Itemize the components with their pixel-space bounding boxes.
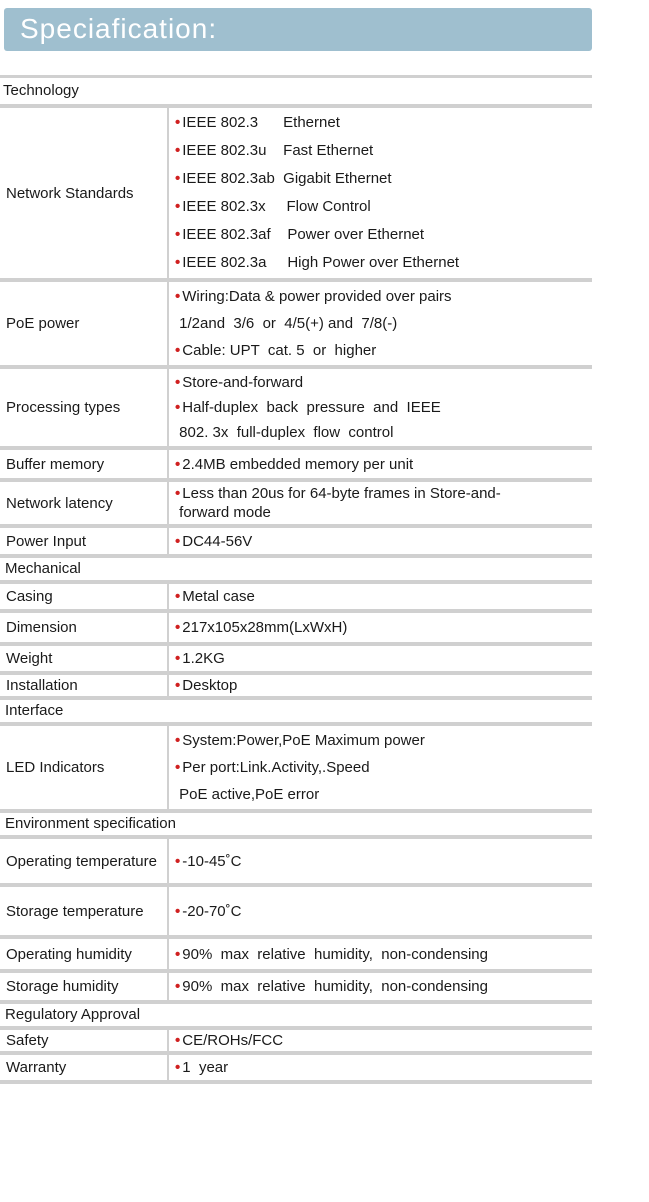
spec-label: Warranty — [0, 1055, 169, 1080]
spec-value — [169, 450, 592, 478]
spec-line-text: Cable: UPT cat. 5 or higher — [182, 342, 377, 359]
spec-label: Storage temperature — [0, 887, 169, 935]
spec-row — [0, 646, 592, 675]
spec-row — [0, 482, 592, 528]
spec-label: Processing types — [0, 369, 169, 446]
bullet-icon: • — [175, 142, 181, 159]
spec-line — [175, 902, 592, 921]
spec-value — [169, 482, 592, 524]
section-heading: Environment specification — [0, 813, 592, 839]
spec-value — [169, 939, 592, 969]
spec-line-text: CE/ROHs/FCC — [182, 1032, 284, 1049]
spec-line-text: forward mode — [175, 504, 271, 521]
spec-line — [175, 727, 592, 754]
spec-line — [175, 420, 592, 445]
spec-line — [175, 649, 592, 668]
spec-line — [175, 781, 592, 808]
bullet-icon: • — [175, 485, 181, 502]
spec-label: Dimension — [0, 613, 169, 642]
spec-line-text: IEEE 802.3 Ethernet — [182, 114, 340, 131]
title-banner — [4, 8, 592, 51]
spec-line-text: IEEE 802.3ab Gigabit Ethernet — [182, 170, 392, 187]
spec-line — [175, 137, 592, 165]
section-heading: Regulatory Approval — [0, 1004, 592, 1030]
section-heading: Mechanical — [0, 558, 592, 584]
spec-line-text: 802. 3x full-duplex flow control — [175, 424, 394, 441]
spec-row — [0, 887, 592, 939]
spec-row — [0, 613, 592, 646]
bullet-icon: • — [175, 588, 181, 605]
bullet-icon: • — [175, 1032, 181, 1049]
spec-line — [175, 754, 592, 781]
spec-row — [0, 675, 592, 700]
spec-value — [169, 613, 592, 642]
bullet-icon: • — [175, 532, 181, 550]
spec-line-text: Store-and-forward — [182, 374, 304, 391]
spec-value — [169, 839, 592, 883]
spec-label: Installation — [0, 675, 169, 696]
spec-line — [175, 337, 592, 364]
spec-line-text: Wiring:Data & power provided over pairs — [182, 288, 452, 305]
spec-line-text: IEEE 802.3u Fast Ethernet — [182, 142, 374, 159]
spec-line-text: Less than 20us for 64-byte frames in Store-and- — [182, 485, 501, 502]
spec-row — [0, 1055, 592, 1084]
spec-value — [169, 528, 592, 554]
bullet-icon: • — [175, 342, 181, 359]
spec-value — [169, 887, 592, 935]
spec-row — [0, 726, 592, 813]
spec-line-text: IEEE 802.3a High Power over Ethernet — [182, 254, 460, 271]
spec-label: Power Input — [0, 528, 169, 554]
spec-label: Operating humidity — [0, 939, 169, 969]
spec-value — [169, 973, 592, 1000]
spec-line — [175, 676, 592, 695]
bullet-icon: • — [175, 226, 181, 243]
spec-value — [169, 108, 592, 278]
bullet-icon: • — [175, 198, 181, 215]
spec-row — [0, 450, 592, 482]
spec-row — [0, 839, 592, 887]
spec-line-text: Per port:Link.Activity,.Speed — [182, 759, 370, 776]
spec-line — [175, 283, 592, 310]
spec-line — [175, 109, 592, 137]
spec-label: Weight — [0, 646, 169, 671]
spec-line-text: 2.4MB embedded memory per unit — [182, 455, 414, 473]
spec-line-text: 1.2KG — [182, 650, 225, 667]
spec-label: Network latency — [0, 482, 169, 524]
spec-row — [0, 108, 592, 282]
bullet-icon: • — [175, 399, 181, 416]
spec-line — [175, 310, 592, 337]
bullet-icon: • — [175, 852, 181, 870]
spec-line — [175, 484, 592, 503]
spec-line-text: 90% max relative humidity, non-condensing — [182, 978, 488, 995]
spec-value — [169, 584, 592, 609]
spec-value — [169, 1030, 592, 1051]
spec-label: Operating temperature — [0, 839, 169, 883]
spec-value — [169, 726, 592, 809]
spec-label: Safety — [0, 1030, 169, 1051]
bullet-icon: • — [175, 254, 181, 271]
bullet-icon: • — [175, 1059, 181, 1076]
spec-line-text: 217x105x28mm(LxWxH) — [182, 619, 348, 636]
spec-line — [175, 1031, 592, 1050]
spec-row — [0, 282, 592, 369]
bullet-icon: • — [175, 170, 181, 187]
spec-row — [0, 973, 592, 1004]
spec-row — [0, 584, 592, 613]
spec-line-text: Metal case — [182, 588, 255, 605]
section-heading: Technology — [0, 75, 592, 108]
spec-line — [175, 221, 592, 249]
spec-value — [169, 369, 592, 446]
spec-label: Network Standards — [0, 108, 169, 278]
section-heading: Interface — [0, 700, 592, 726]
spec-line — [175, 193, 592, 221]
bullet-icon: • — [175, 455, 181, 473]
spec-line — [175, 395, 592, 420]
spec-row — [0, 1030, 592, 1055]
bullet-icon: • — [175, 619, 181, 636]
spec-line — [175, 165, 592, 193]
spec-label: Storage humidity — [0, 973, 169, 1000]
spec-line — [175, 1058, 592, 1077]
spec-line — [175, 249, 592, 277]
spec-line-text: -20-70˚C — [182, 902, 242, 920]
spec-value — [169, 1055, 592, 1080]
spec-line-text: Half-duplex back pressure and IEEE — [182, 399, 441, 416]
bullet-icon: • — [175, 374, 181, 391]
spec-line — [175, 455, 592, 474]
spec-table — [0, 75, 592, 1084]
spec-row — [0, 369, 592, 450]
spec-line-text: 1 year — [182, 1059, 229, 1076]
spec-line-text: DC44-56V — [182, 532, 253, 550]
spec-line — [175, 852, 592, 871]
spec-line-text: -10-45˚C — [182, 852, 242, 870]
spec-line — [175, 945, 592, 964]
spec-line-text: Desktop — [182, 677, 238, 694]
bullet-icon: • — [175, 732, 181, 749]
spec-line — [175, 618, 592, 637]
spec-label: Buffer memory — [0, 450, 169, 478]
spec-line-text: System:Power,PoE Maximum power — [182, 732, 425, 749]
spec-line-text: PoE active,PoE error — [175, 786, 320, 803]
spec-line — [175, 587, 592, 606]
spec-label: Casing — [0, 584, 169, 609]
bullet-icon: • — [175, 945, 181, 963]
spec-label: LED Indicators — [0, 726, 169, 809]
page-title: Speciafication: — [20, 13, 218, 44]
bullet-icon: • — [175, 114, 181, 131]
spec-line-text: 90% max relative humidity, non-condensing — [182, 945, 488, 963]
spec-label: PoE power — [0, 282, 169, 365]
spec-row — [0, 939, 592, 973]
spec-line-text: 1/2and 3/6 or 4/5(+) and 7/8(-) — [175, 315, 398, 332]
bullet-icon: • — [175, 978, 181, 995]
spec-row — [0, 528, 592, 558]
bullet-icon: • — [175, 759, 181, 776]
spec-value — [169, 282, 592, 365]
bullet-icon: • — [175, 677, 181, 694]
spec-value — [169, 646, 592, 671]
bullet-icon: • — [175, 902, 181, 920]
bullet-icon: • — [175, 650, 181, 667]
spec-line-text: IEEE 802.3af Power over Ethernet — [182, 226, 425, 243]
spec-line — [175, 370, 592, 395]
spec-line — [175, 977, 592, 996]
bullet-icon: • — [175, 288, 181, 305]
spec-line-text: IEEE 802.3x Flow Control — [182, 198, 371, 215]
spec-line — [175, 503, 592, 522]
spec-value — [169, 675, 592, 696]
spec-line — [175, 532, 592, 551]
